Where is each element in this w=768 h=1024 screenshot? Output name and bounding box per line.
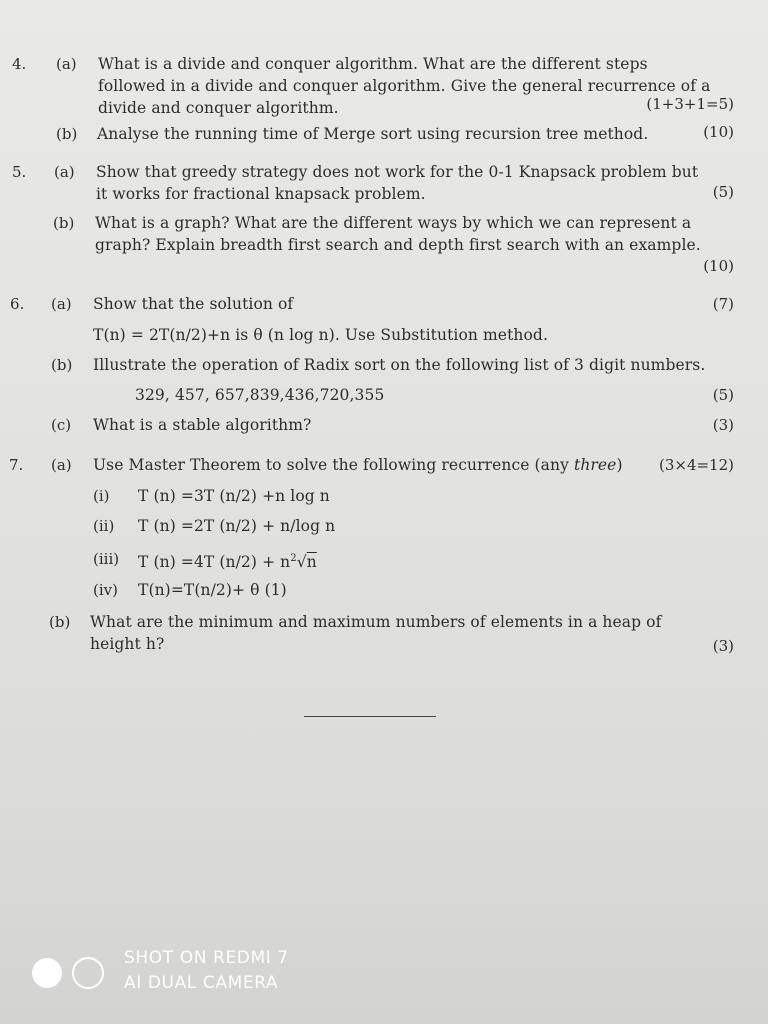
part-label-7a: (a) bbox=[51, 456, 72, 474]
q7a-iii-root: √ bbox=[296, 553, 307, 572]
q4a-line-1: What is a divide and conquer algorithm. What are the different steps bbox=[98, 55, 648, 73]
camera-watermark bbox=[32, 946, 312, 1000]
watermark-filled-circle-icon bbox=[32, 958, 62, 988]
q7a-item-text-ii: T (n) =2T (n/2) + n/log n bbox=[138, 517, 336, 535]
watermark-ring-circle-icon bbox=[72, 957, 104, 989]
part-label-5a: (a) bbox=[54, 163, 75, 181]
q7a-iii-sup: 2 bbox=[290, 553, 297, 564]
q5a-line-1: Show that greedy strategy does not work for the 0-1 Knapsack problem but bbox=[96, 163, 699, 181]
q7a-iii-root-arg: n bbox=[306, 553, 317, 572]
q7a-item-label-i: (i) bbox=[93, 487, 110, 505]
watermark-line-2: AI DUAL CAMERA bbox=[124, 973, 279, 993]
part-label-5b: (b) bbox=[53, 214, 75, 232]
question-number-6: 6. bbox=[10, 295, 25, 313]
question-number-4: 4. bbox=[12, 55, 27, 73]
q5a-marks: (5) bbox=[712, 183, 734, 201]
q6b-number-list: 329, 457, 657,839,436,720,355 bbox=[135, 386, 385, 404]
q7a-item-label-iv: (iv) bbox=[93, 581, 118, 599]
q6c-line-1: What is a stable algorithm? bbox=[93, 416, 312, 434]
q4a-marks: (1+3+1=5) bbox=[646, 95, 734, 113]
q7a-item-label-iii: (iii) bbox=[93, 550, 120, 568]
part-label-4b: (b) bbox=[56, 125, 78, 143]
q7a-intro-italic: three bbox=[573, 456, 617, 474]
q7a-marks: (3×4=12) bbox=[658, 456, 734, 474]
q5a-line-2: it works for fractional knapsack problem. bbox=[96, 185, 426, 203]
q4b-marks: (10) bbox=[703, 123, 734, 141]
q7b-line-2: height h? bbox=[90, 635, 165, 653]
q4a-line-3: divide and conquer algorithm. bbox=[98, 99, 339, 117]
q5b-line-2: graph? Explain breadth first search and depth first search with an example. bbox=[95, 236, 701, 254]
part-label-6a: (a) bbox=[51, 295, 72, 313]
q6b-marks: (5) bbox=[712, 386, 734, 404]
end-rule bbox=[304, 716, 436, 717]
q7b-line-1: What are the minimum and maximum numbers of elements in a heap of bbox=[90, 613, 662, 631]
q7a-iii-pre: T (n) =4T (n/2) + n bbox=[138, 553, 291, 572]
part-label-6b: (b) bbox=[51, 356, 73, 374]
q6a-line-2: T(n) = 2T(n/2)+n is θ (n log n). Use Substitution method. bbox=[93, 326, 548, 344]
q4b-line-1: Analyse the running time of Merge sort using recursion tree method. bbox=[97, 125, 649, 143]
part-label-4a: (a) bbox=[56, 55, 77, 73]
q7a-intro bbox=[93, 455, 623, 475]
q6c-marks: (3) bbox=[712, 416, 734, 434]
q4a-line-2: followed in a divide and conquer algorithm. Give the general recurrence of a bbox=[98, 77, 711, 95]
q7a-item-text-iv: T(n)=T(n/2)+ θ (1) bbox=[138, 581, 287, 599]
part-label-6c: (c) bbox=[51, 416, 72, 434]
q6a-marks: (7) bbox=[712, 295, 734, 313]
q7a-intro-text: Use Master Theorem to solve the following recurrence (any bbox=[93, 456, 574, 474]
q7a-item-text-i: T (n) =3T (n/2) +n log n bbox=[138, 487, 330, 505]
q7b-marks: (3) bbox=[712, 637, 734, 655]
q6a-line-1: Show that the solution of bbox=[93, 295, 294, 313]
watermark-line-1: SHOT ON REDMI 7 bbox=[124, 948, 289, 968]
q6b-line-1: Illustrate the operation of Radix sort on the following list of 3 digit numbers. bbox=[93, 356, 706, 374]
part-label-7b: (b) bbox=[49, 613, 71, 631]
q7a-item-text-iii bbox=[138, 549, 317, 572]
question-number-5: 5. bbox=[12, 163, 27, 181]
q7a-intro-end: ) bbox=[616, 456, 623, 474]
q5b-line-1: What is a graph? What are the different ways by which we can represent a bbox=[95, 214, 692, 232]
q7a-item-label-ii: (ii) bbox=[93, 517, 115, 535]
q5b-marks: (10) bbox=[703, 257, 734, 275]
question-number-7: 7. bbox=[9, 456, 24, 474]
